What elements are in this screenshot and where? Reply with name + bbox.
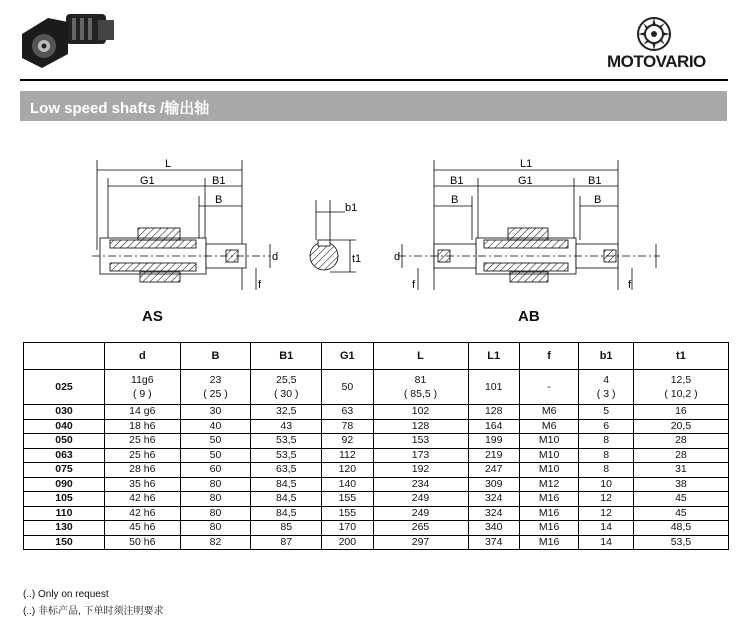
cell-B1: 84,5: [251, 506, 322, 521]
column-header: L1: [468, 343, 519, 370]
table-row: [24, 535, 729, 550]
cell-t1: 45: [633, 492, 728, 507]
dimensions-table: [23, 342, 729, 550]
cell-B1: 84,5: [251, 477, 322, 492]
table-header-row: [24, 343, 729, 370]
cell-L: 297: [373, 535, 468, 550]
cell-B: 50: [180, 434, 251, 449]
cell-f: M16: [519, 535, 578, 550]
cell-B1: 84,5: [251, 492, 322, 507]
cell-G1: 92: [322, 434, 373, 449]
cell-b1: 10: [579, 477, 634, 492]
table-row: [24, 477, 729, 492]
cell-B1: 32,5: [251, 405, 322, 420]
table-row: [24, 448, 729, 463]
cell-d: 45 h6: [105, 521, 181, 536]
shaft-diagrams: [0, 148, 750, 338]
cell-B: 80: [180, 492, 251, 507]
column-header: f: [519, 343, 578, 370]
as-dim-f: f: [258, 279, 262, 291]
table-row: [24, 463, 729, 478]
cell-f: M10: [519, 463, 578, 478]
column-header: t1: [633, 343, 728, 370]
size-cell: 130: [24, 521, 105, 536]
cell-L: 249: [373, 492, 468, 507]
cell-t1: 31: [633, 463, 728, 478]
cell-d: 28 h6: [105, 463, 181, 478]
cell-B1: 53,5: [251, 448, 322, 463]
size-cell: 075: [24, 463, 105, 478]
size-cell: 030: [24, 405, 105, 420]
cell-L: 192: [373, 463, 468, 478]
as-dim-B: B: [215, 194, 223, 206]
cell-d: 14 g6: [105, 405, 181, 420]
size-cell: 025: [24, 370, 105, 405]
cell-f: M10: [519, 434, 578, 449]
cell-L: 234: [373, 477, 468, 492]
cell-t1: 16: [633, 405, 728, 420]
cell-L1: 309: [468, 477, 519, 492]
cell-t1: 28: [633, 434, 728, 449]
cell-B1: 53,5: [251, 434, 322, 449]
key-dim-t1: t1: [352, 253, 362, 265]
cell-B1: 43: [251, 419, 322, 434]
cell-L: 128: [373, 419, 468, 434]
cell-d: 50 h6: [105, 535, 181, 550]
table-row: [24, 506, 729, 521]
cell-L1: 199: [468, 434, 519, 449]
header-rule: [20, 79, 728, 81]
size-cell: 050: [24, 434, 105, 449]
size-cell: 040: [24, 419, 105, 434]
cell-t1: 45: [633, 506, 728, 521]
cell-b1: 14: [579, 535, 634, 550]
column-header: d: [105, 343, 181, 370]
cell-L1: 164: [468, 419, 519, 434]
ab-dim-d: d: [394, 251, 401, 263]
cell-b1: 12: [579, 492, 634, 507]
cell-t1: 53,5: [633, 535, 728, 550]
cell-L: 102: [373, 405, 468, 420]
cell-t1: 28: [633, 448, 728, 463]
cell-G1: 155: [322, 492, 373, 507]
ab-dim-B1-left: B1: [450, 175, 464, 187]
column-header: B1: [251, 343, 322, 370]
cell-G1: 63: [322, 405, 373, 420]
size-cell: 150: [24, 535, 105, 550]
cell-B1: 85: [251, 521, 322, 536]
cell-L1: 324: [468, 492, 519, 507]
cell-B: 40: [180, 419, 251, 434]
column-header: [24, 343, 105, 370]
column-header: L: [373, 343, 468, 370]
size-cell: 090: [24, 477, 105, 492]
cell-b1: 12: [579, 506, 634, 521]
ab-view-label: AB: [518, 308, 540, 325]
cell-b1: 6: [579, 419, 634, 434]
cell-B: 50: [180, 448, 251, 463]
cell-B: 82: [180, 535, 251, 550]
cell-d: 25 h6: [105, 434, 181, 449]
ab-dim-B-right: B: [594, 194, 602, 206]
ab-dim-L1: L1: [520, 158, 533, 170]
cell-d: 35 h6: [105, 477, 181, 492]
cell-G1: 200: [322, 535, 373, 550]
table-row: [24, 405, 729, 420]
note-on-request: (..) Only on request: [23, 589, 109, 600]
cell-t1: 12,5 ( 10,2 ): [633, 370, 728, 405]
cell-L1: 101: [468, 370, 519, 405]
cell-B1: 25,5 ( 30 ): [251, 370, 322, 405]
table-row: [24, 492, 729, 507]
as-dim-G1: G1: [140, 175, 155, 187]
size-cell: 110: [24, 506, 105, 521]
cell-d: 42 h6: [105, 492, 181, 507]
cell-b1: 8: [579, 463, 634, 478]
cell-L: 173: [373, 448, 468, 463]
cell-L: 81 ( 85,5 ): [373, 370, 468, 405]
cell-d: 25 h6: [105, 448, 181, 463]
column-header: G1: [322, 343, 373, 370]
cell-G1: 78: [322, 419, 373, 434]
cell-L: 265: [373, 521, 468, 536]
ab-dim-f-right: f: [628, 279, 632, 291]
table-row: [24, 521, 729, 536]
key-dim-b1: b1: [345, 202, 358, 214]
cell-t1: 48,5: [633, 521, 728, 536]
brand-logo-icon: [636, 16, 672, 52]
gearbox-illustration: [18, 4, 118, 72]
size-cell: 105: [24, 492, 105, 507]
cell-b1: 8: [579, 448, 634, 463]
cell-B: 30: [180, 405, 251, 420]
as-view: [92, 160, 270, 290]
as-dim-B1: B1: [212, 175, 226, 187]
cell-G1: 140: [322, 477, 373, 492]
ab-dim-G1: G1: [518, 175, 533, 187]
size-cell: 063: [24, 448, 105, 463]
cell-b1: 4 ( 3 ): [579, 370, 634, 405]
cell-L1: 219: [468, 448, 519, 463]
cell-L1: 128: [468, 405, 519, 420]
table-row: [24, 419, 729, 434]
cell-B: 80: [180, 477, 251, 492]
cell-f: M6: [519, 419, 578, 434]
table-row: [24, 434, 729, 449]
cell-d: 42 h6: [105, 506, 181, 521]
ab-dim-B1-right: B1: [588, 175, 602, 187]
cell-G1: 170: [322, 521, 373, 536]
column-header: b1: [579, 343, 634, 370]
cell-b1: 14: [579, 521, 634, 536]
cell-f: M10: [519, 448, 578, 463]
ab-dim-B-left: B: [451, 194, 459, 206]
cell-t1: 38: [633, 477, 728, 492]
cell-L: 153: [373, 434, 468, 449]
column-header: B: [180, 343, 251, 370]
cell-B1: 63,5: [251, 463, 322, 478]
cell-f: M16: [519, 521, 578, 536]
cell-d: 18 h6: [105, 419, 181, 434]
cell-B: 60: [180, 463, 251, 478]
section-title: Low speed shafts /输出轴: [30, 100, 210, 117]
cell-f: -: [519, 370, 578, 405]
ab-dim-f-left: f: [412, 279, 416, 291]
cell-G1: 120: [322, 463, 373, 478]
note-on-request-cn: (..) 非标产品, 下单时须注明要求: [23, 606, 164, 617]
cell-B1: 87: [251, 535, 322, 550]
cell-G1: 50: [322, 370, 373, 405]
cell-B: 80: [180, 521, 251, 536]
as-dim-d: d: [272, 251, 279, 263]
as-dim-L: L: [165, 158, 172, 170]
table-row: [24, 370, 729, 405]
cell-L1: 374: [468, 535, 519, 550]
cell-G1: 112: [322, 448, 373, 463]
cell-f: M12: [519, 477, 578, 492]
cell-B: 23 ( 25 ): [180, 370, 251, 405]
cell-t1: 20,5: [633, 419, 728, 434]
cell-b1: 5: [579, 405, 634, 420]
cell-L1: 324: [468, 506, 519, 521]
cell-f: M16: [519, 506, 578, 521]
brand-logo: MOTOVARIO: [607, 52, 706, 71]
cell-L: 249: [373, 506, 468, 521]
cell-d: 11g6 ( 9 ): [105, 370, 181, 405]
cell-f: M6: [519, 405, 578, 420]
as-view-label: AS: [142, 308, 163, 325]
cell-B: 80: [180, 506, 251, 521]
cell-L1: 340: [468, 521, 519, 536]
cell-L1: 247: [468, 463, 519, 478]
cell-G1: 155: [322, 506, 373, 521]
section-banner: [20, 91, 727, 121]
cell-b1: 8: [579, 434, 634, 449]
cell-f: M16: [519, 492, 578, 507]
